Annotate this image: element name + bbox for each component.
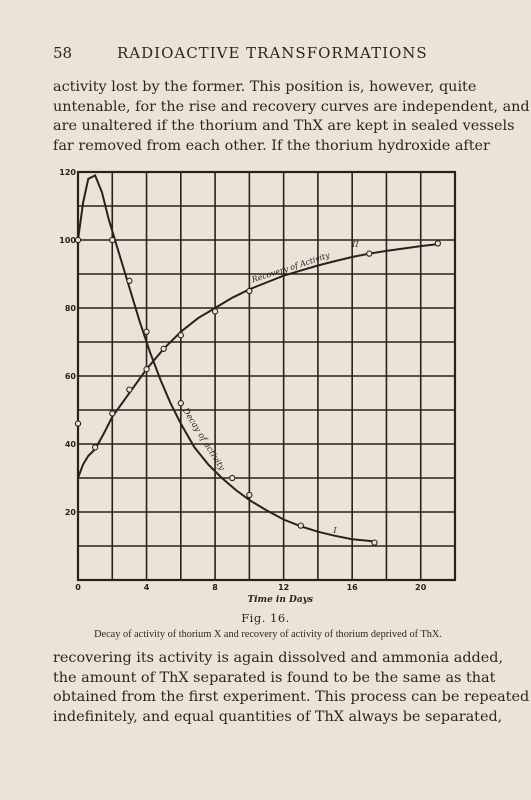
figure-label: Fig. 16. <box>241 611 290 625</box>
text-line: indefinitely, and equal quantities of ThX always be separated, <box>53 708 503 725</box>
y-tick-label: 40 <box>64 440 76 449</box>
data-point <box>144 367 149 372</box>
data-point <box>110 411 115 416</box>
data-point <box>161 346 166 351</box>
data-point <box>298 523 303 528</box>
data-point <box>367 251 372 256</box>
figure-caption: Decay of activity of thorium X and recovery of activity of thorium deprived of ThX. <box>94 629 442 640</box>
series-label-decay: Decay of activity <box>179 406 227 473</box>
text-line: far removed from each other. If the thorium hydroxide after <box>53 137 490 154</box>
data-point <box>75 421 80 426</box>
data-point <box>178 401 183 406</box>
page-number: 58 <box>53 44 73 62</box>
data-point <box>127 387 132 392</box>
x-tick-label: 0 <box>75 583 81 592</box>
data-point <box>212 309 217 314</box>
y-tick-label: 100 <box>59 236 76 245</box>
x-tick-label: 4 <box>143 583 150 592</box>
data-point <box>372 540 377 545</box>
text-line: recovering its activity is again dissolved and ammonia added, <box>53 650 504 666</box>
y-tick-label: 120 <box>59 168 76 177</box>
x-axis-label: Time in Days <box>247 595 313 605</box>
data-point <box>75 237 80 242</box>
series-label-recovery: Recovery of Activity <box>250 250 331 285</box>
y-tick-label: 80 <box>64 304 76 313</box>
data-point <box>178 333 183 338</box>
data-point <box>435 241 440 246</box>
x-tick-label: 20 <box>415 583 427 592</box>
y-tick-label: 60 <box>64 372 76 381</box>
data-point <box>127 278 132 283</box>
decay-recovery-chart <box>0 160 531 610</box>
data-point <box>93 445 98 450</box>
x-tick-label: 12 <box>278 583 290 592</box>
chart-labels <box>59 168 426 605</box>
paragraph-bottom <box>53 649 530 727</box>
data-point <box>247 288 252 293</box>
text-line: the amount of ThX separated is found to be the same as that <box>53 669 496 686</box>
x-tick-label: 16 <box>346 583 358 592</box>
series-tag-recovery: II <box>352 239 359 249</box>
page-header <box>53 44 473 68</box>
chart-grid <box>78 172 455 580</box>
text-line: obtained from the first experiment. This process can be repeated <box>53 689 530 705</box>
series-tag-decay: I <box>333 526 337 536</box>
y-tick-label: 20 <box>64 508 76 517</box>
text-line: activity lost by the former. This position is, however, quite <box>53 79 477 95</box>
data-point <box>247 492 252 497</box>
x-tick-label: 8 <box>212 583 218 592</box>
text-line: untenable, for the rise and recovery curves are independent, and <box>53 98 530 115</box>
data-point <box>110 237 115 242</box>
text-line: are unaltered if the thorium and ThX are kept in sealed vessels <box>53 118 515 134</box>
data-point <box>144 329 149 334</box>
series-line-1 <box>78 175 375 541</box>
data-point <box>230 475 235 480</box>
running-title: RADIOACTIVE TRANSFORMATIONS <box>117 44 428 62</box>
paragraph-top <box>53 78 530 156</box>
